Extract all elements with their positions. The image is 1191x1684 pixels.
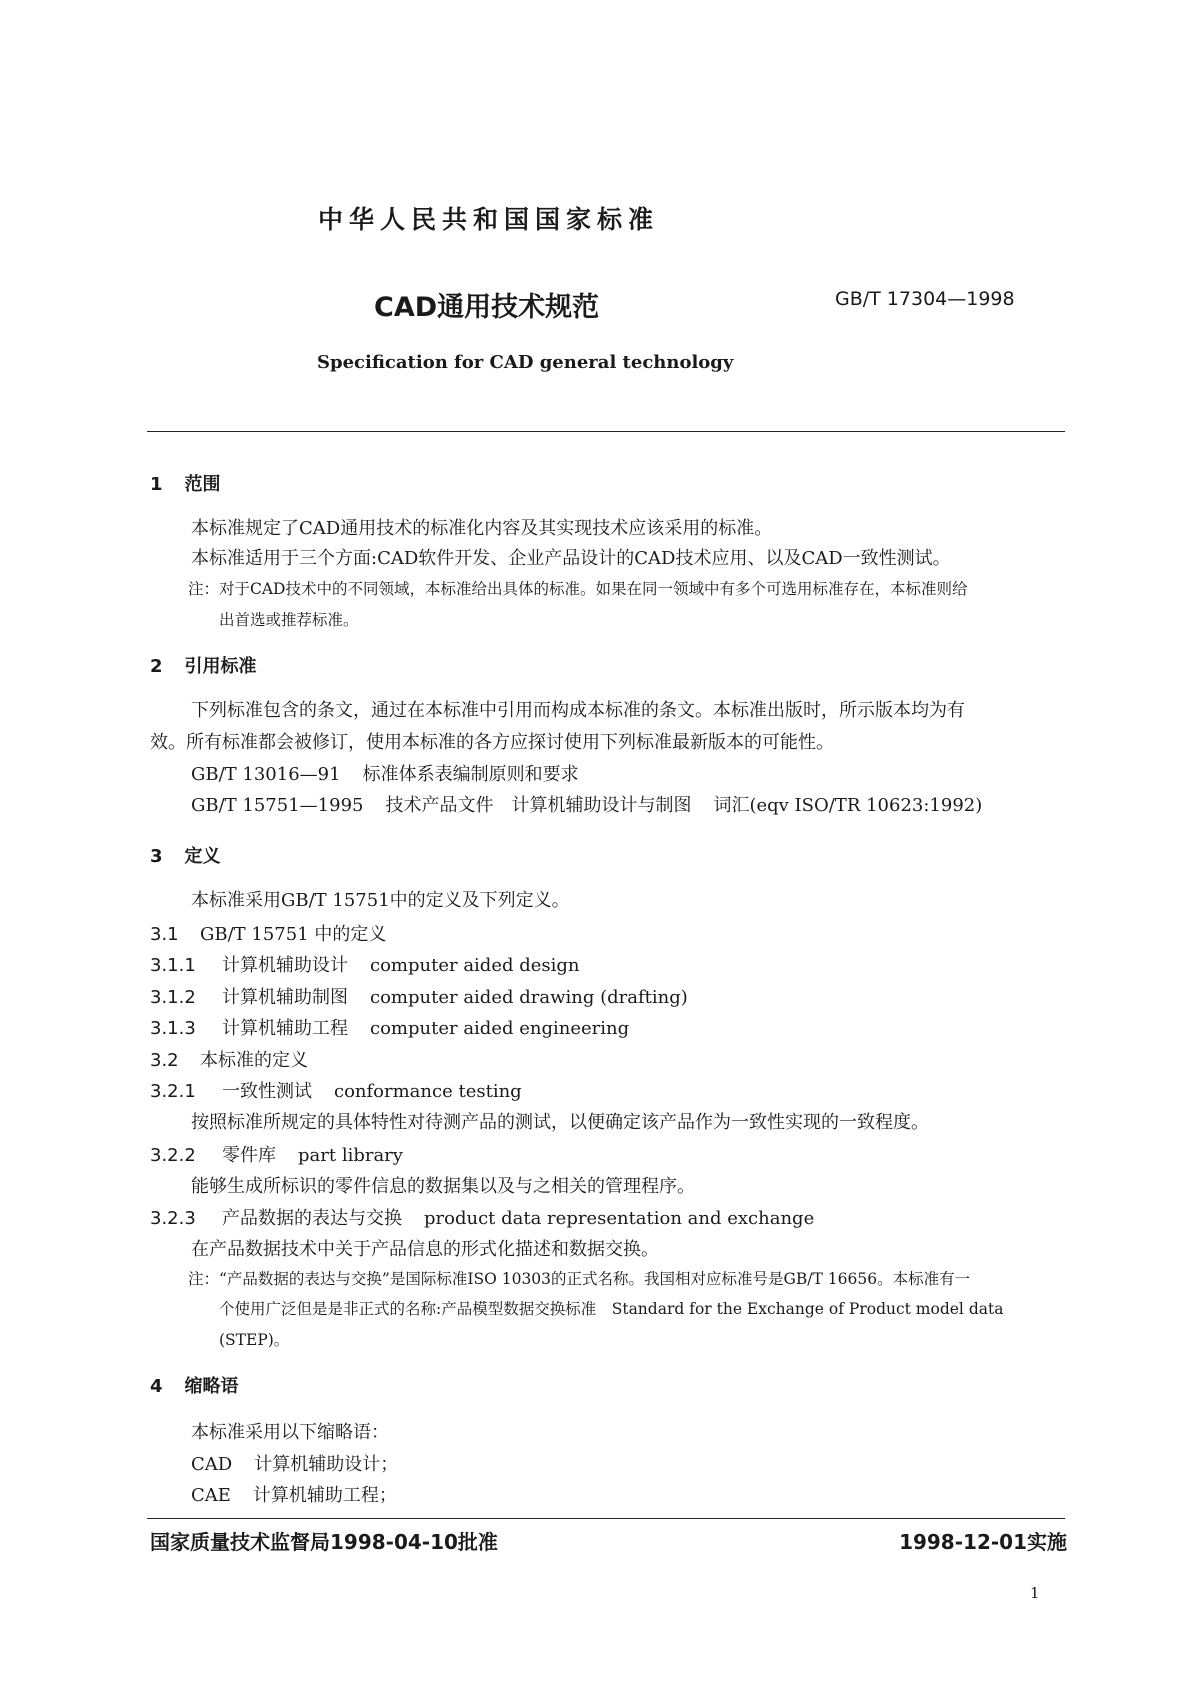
definition-item — [150, 1018, 629, 1040]
section-number: 1 — [150, 474, 163, 495]
term-en: computer aided design — [370, 955, 580, 976]
definition-text: 在产品数据技术中关于产品信息的形式化描述和数据交换。 — [191, 1239, 659, 1260]
definition-item — [150, 1050, 308, 1072]
clause-number: 3.2.1 — [150, 1081, 196, 1102]
reference-code: GB/T 15751—1995 — [191, 795, 364, 816]
term-en: computer aided engineering — [370, 1018, 630, 1039]
paragraph: 下列标准包含的条文，通过在本标准中引用而构成本标准的条文。本标准出版时，所示版本均为有 — [191, 700, 965, 721]
term-zh: 产品数据的表达与交换 — [222, 1208, 402, 1229]
effective-date: 1998-12-01实施 — [899, 1530, 1067, 1554]
clause-number: 3.1.2 — [150, 987, 196, 1008]
standard-number: GB/T 17304—1998 — [835, 288, 1015, 310]
header-divider — [147, 431, 1065, 432]
reference-extra: 词汇(eqv ISO/TR 10623:1992) — [713, 795, 983, 816]
clause-number: 3.2.3 — [150, 1208, 196, 1229]
term-en: product data representation and exchange — [424, 1208, 815, 1229]
section-number: 2 — [150, 656, 163, 677]
abbreviation-code: CAD — [191, 1454, 233, 1475]
national-standard-title: 中华人民共和国国家标准 — [318, 205, 660, 234]
section-number: 4 — [150, 1376, 163, 1397]
reference-item — [191, 795, 982, 817]
note: 注：对于CAD技术中的不同领域，本标准给出具体的标准。如果在同一领域中有多个可选用标准存在，本标准则给 — [188, 580, 968, 598]
definition-item — [150, 987, 688, 1009]
reference-code: GB/T 13016—91 — [191, 764, 341, 785]
term-zh: 零件库 — [222, 1145, 276, 1166]
clause-number: 3.1.3 — [150, 1018, 196, 1039]
abbreviation-item — [191, 1485, 397, 1507]
note-continuation: 个使用广泛但是是非正式的名称:产品模型数据交换标准 Standard for the Exchange of Product model data — [219, 1300, 1004, 1318]
section-title: 定义 — [184, 846, 221, 867]
definition-item — [150, 955, 580, 977]
paragraph: 本标准采用以下缩略语： — [191, 1422, 389, 1443]
reference-title: 技术产品文件 计算机辅助设计与制图 — [385, 795, 692, 816]
paragraph: 本标准规定了CAD通用技术的标准化内容及其实现技术应该采用的标准。 — [191, 518, 773, 539]
term-en: conformance testing — [334, 1081, 522, 1102]
term-zh: 计算机辅助工程 — [222, 1018, 348, 1039]
clause-number: 3.2.2 — [150, 1145, 196, 1166]
approval-date: 国家质量技术监督局1998-04-10批准 — [150, 1530, 498, 1554]
paragraph: 效。所有标准都会被修订，使用本标准的各方应探讨使用下列标准最新版本的可能性。 — [150, 732, 834, 753]
note-continuation: 出首选或推荐标准。 — [219, 611, 359, 629]
term-zh: 本标准的定义 — [200, 1050, 308, 1071]
term-zh: GB/T 15751 中的定义 — [200, 924, 387, 945]
term-en: computer aided drawing (drafting) — [370, 987, 688, 1008]
definition-text: 能够生成所标识的零件信息的数据集以及与之相关的管理程序。 — [191, 1176, 695, 1197]
section-1-heading — [150, 474, 221, 496]
english-title: Specification for CAD general technology — [317, 352, 734, 373]
document-title: CAD通用技术规范 — [374, 292, 600, 323]
section-title: 引用标准 — [184, 656, 257, 677]
section-title: 范围 — [184, 474, 221, 495]
footer-divider — [147, 1518, 1065, 1519]
definition-text: 按照标准所规定的具体特性对待测产品的测试，以便确定该产品作为一致性实现的一致程度。 — [191, 1112, 929, 1133]
term-zh: 计算机辅助设计 — [222, 955, 348, 976]
section-title: 缩略语 — [184, 1376, 239, 1397]
note-continuation: (STEP)。 — [219, 1331, 290, 1349]
abbreviation-item — [191, 1454, 398, 1476]
paragraph: 本标准采用GB/T 15751中的定义及下列定义。 — [191, 890, 570, 911]
clause-number: 3.1 — [150, 924, 179, 945]
abbreviation-desc: 计算机辅助设计； — [254, 1454, 399, 1475]
section-3-heading — [150, 846, 221, 868]
note: 注：“产品数据的表达与交换”是国际标准ISO 10303的正式名称。我国相对应标准号是GB/T 16656。本标准有一 — [188, 1270, 971, 1288]
reference-title: 标准体系表编制原则和要求 — [362, 764, 579, 785]
term-en: part library — [298, 1145, 403, 1166]
section-4-heading — [150, 1376, 239, 1398]
reference-item — [191, 764, 579, 786]
abbreviation-desc: 计算机辅助工程； — [252, 1485, 397, 1506]
clause-number: 3.1.1 — [150, 955, 196, 976]
term-zh: 一致性测试 — [222, 1081, 312, 1102]
section-number: 3 — [150, 846, 163, 867]
section-2-heading — [150, 656, 257, 678]
definition-item — [150, 924, 386, 946]
definition-item — [150, 1081, 522, 1103]
paragraph: 本标准适用于三个方面:CAD软件开发、企业产品设计的CAD技术应用、以及CAD一致性测试。 — [191, 548, 951, 569]
definition-item — [150, 1145, 403, 1167]
definition-item — [150, 1208, 814, 1230]
clause-number: 3.2 — [150, 1050, 179, 1071]
term-zh: 计算机辅助制图 — [222, 987, 348, 1008]
page-number: 1 — [1030, 1584, 1040, 1602]
abbreviation-code: CAE — [191, 1485, 231, 1506]
